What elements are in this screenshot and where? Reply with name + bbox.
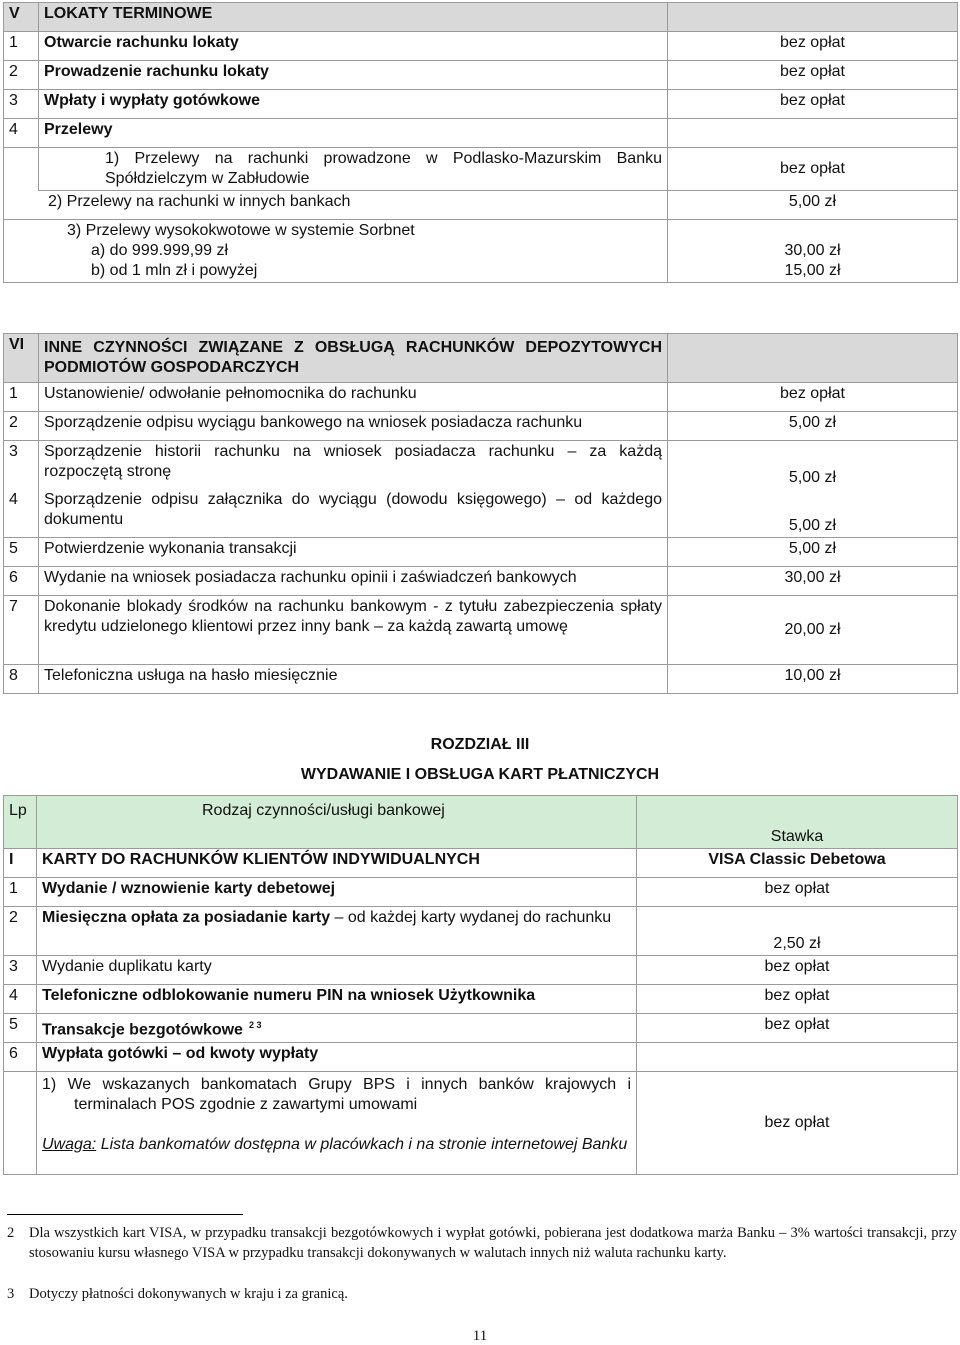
row-fee: 5,00 zł: [668, 412, 958, 441]
row-fee: 5,00 zł: [668, 441, 958, 490]
table-row: [4, 148, 958, 191]
cards-table: [3, 795, 958, 1175]
section-number: V: [4, 3, 39, 32]
row-number: 4: [4, 985, 37, 1014]
row-number: 1: [4, 383, 39, 412]
row-label: [37, 1072, 637, 1175]
section-number: VI: [4, 334, 39, 383]
row-label: Sporządzenie odpisu wyciągu bankowego na wniosek posiadacza rachunku: [39, 412, 668, 441]
row-number: 2: [4, 907, 37, 956]
table-row: [4, 567, 958, 596]
row-fee: bez opłat: [637, 1014, 958, 1043]
row-label: Dokonanie blokady środków na rachunku bankowym - z tytułu zabezpieczenia spłaty kredytu udzielonego klientowi przez inny bank – za każdą zawartą umowę: [39, 596, 668, 665]
table-row: [4, 90, 958, 119]
table-row: [4, 412, 958, 441]
header-lp: Lp: [4, 796, 37, 849]
row-number: 4: [4, 489, 39, 538]
row-number: 2: [4, 412, 39, 441]
row-fee: bez opłat: [637, 985, 958, 1014]
note: Uwaga: Lista bankomatów dostępna w placówkach i na stronie internetowej Banku: [42, 1136, 628, 1153]
chapter-title: ROZDZIAŁ III: [430, 736, 530, 753]
row-number: 4: [4, 119, 39, 148]
row-label: Wydanie duplikatu karty: [37, 956, 637, 985]
section-header: [4, 3, 958, 32]
row-label: Wydanie / wznowienie karty debetowej: [37, 878, 637, 907]
table-row: [4, 1043, 958, 1072]
header-type: Rodzaj czynności/usługi bankowej: [37, 796, 637, 849]
row-label: Telefoniczna usługa na hasło miesięcznie: [39, 665, 668, 694]
sub-item-text: 1) We wskazanych bankomatach Grupy BPS i innych banków krajowych i terminalach POS zgodnie z zawartymi umowami: [42, 1076, 631, 1113]
row-label: Wypłata gotówki – od kwoty wypłaty: [37, 1043, 637, 1072]
section-title: LOKATY TERMINOWE: [39, 3, 668, 32]
row-number: 3: [4, 90, 39, 119]
table-row: [4, 985, 958, 1014]
row-label: Ustanowienie/ odwołanie pełnomocnika do rachunku: [39, 383, 668, 412]
section-header: [4, 334, 958, 383]
row-fee: bez opłat: [637, 878, 958, 907]
row-fee: [637, 1043, 958, 1072]
row-label: Miesięczna opłata za posiadanie karty – od każdej karty wydanej do rachunku: [37, 907, 637, 956]
section-number: I: [4, 849, 37, 878]
table-row: [4, 32, 958, 61]
section-header: [4, 849, 958, 878]
row-label: Transakcje bezgotówkowe $^{2 3}$: [37, 1014, 637, 1043]
row-fee: bez opłat: [668, 90, 958, 119]
row-fee: 10,00 zł: [668, 665, 958, 694]
footnote-ref: 2 3: [248, 1020, 262, 1030]
row-number: 5: [4, 1014, 37, 1043]
table-row: [4, 538, 958, 567]
row-label: 1) Przelewy na rachunki prowadzone w Podlasko-Mazurskim Banku Spółdzielczym w Zabłudowie: [39, 148, 668, 191]
row-fee: [668, 119, 958, 148]
row-fee: 30,00 zł 15,00 zł: [668, 220, 958, 283]
page-number: 11: [472, 1328, 488, 1344]
row-fee: 5,00 zł: [668, 191, 958, 220]
row-fee: 5,00 zł: [668, 489, 958, 538]
table-row: [4, 220, 958, 283]
row-label: Sporządzenie historii rachunku na wniosek posiadacza rachunku – za każdą rozpoczętą stronę: [39, 441, 668, 490]
section-title: INNE CZYNNOŚCI ZWIĄZANE Z OBSŁUGĄ RACHUNKÓW DEPOZYTOWYCH PODMIOTÓW GOSPODARCZYCH: [39, 334, 668, 383]
row-label: Otwarcie rachunku lokaty: [39, 32, 668, 61]
row-fee: 20,00 zł: [668, 596, 958, 665]
table-row: [4, 596, 958, 665]
row-number: 1: [4, 32, 39, 61]
row-label: Sporządzenie odpisu załącznika do wyciągu (dowodu księgowego) – od każdego dokumentu: [39, 489, 668, 538]
section-title: KARTY DO RACHUNKÓW KLIENTÓW INDYWIDUALNYCH: [37, 849, 637, 878]
row-label: Przelewy: [39, 119, 668, 148]
chapter-subtitle: WYDAWANIE I OBSŁUGA KART PŁATNICZYCH: [300, 766, 660, 783]
row-fee: bez opłat: [668, 383, 958, 412]
table-row: [4, 119, 958, 148]
row-number: 7: [4, 596, 39, 665]
row-fee: bez opłat: [668, 148, 958, 191]
table-row: [4, 956, 958, 985]
row-number: 1: [4, 878, 37, 907]
footnote: 2 Dla wszystkich kart VISA, w przypadku transakcji bezgotówkowych i wypłat gotówki, pobierana jest dodatkowa marża Banku – 3% wartości transakcji, przy stosowaniu kursu własnego VISA w przypadku transakcji dokonywanych w walutach innych niż waluta rachunku karty.: [7, 1225, 957, 1261]
table-row: [4, 489, 958, 538]
row-number: 2: [4, 61, 39, 90]
table-row: [4, 665, 958, 694]
row-fee: 2,50 zł: [637, 907, 958, 956]
row-label: 2) Przelewy na rachunki w innych bankach: [4, 191, 668, 220]
row-label: Wpłaty i wypłaty gotówkowe: [39, 90, 668, 119]
table-row: [4, 383, 958, 412]
row-label: Potwierdzenie wykonania transakcji: [39, 538, 668, 567]
row-fee: bez opłat: [637, 956, 958, 985]
section-v-table: [3, 2, 958, 283]
table-row: [4, 441, 958, 490]
row-fee: bez opłat: [637, 1072, 958, 1175]
table-header: [4, 796, 958, 849]
row-number: 8: [4, 665, 39, 694]
row-number: 6: [4, 567, 39, 596]
table-row: [4, 1072, 958, 1175]
row-fee: 5,00 zł: [668, 538, 958, 567]
row-label: 3) Przelewy wysokokwotowe w systemie Sorbnet a) do 999.999,99 zł b) od 1 mln zł i powyżej: [4, 220, 668, 283]
row-fee: bez opłat: [668, 32, 958, 61]
row-fee: bez opłat: [668, 61, 958, 90]
header-rate: Stawka: [637, 796, 958, 849]
row-number: 3: [4, 441, 39, 490]
footnote: 3 Dotyczy płatności dokonywanych w kraju i za granicą.: [7, 1286, 348, 1302]
table-row: [4, 907, 958, 956]
row-number: 5: [4, 538, 39, 567]
footnote-separator: [7, 1214, 243, 1215]
section-vi-table: [3, 333, 958, 694]
table-row: [4, 1014, 958, 1043]
row-label: Wydanie na wniosek posiadacza rachunku opinii i zaświadczeń bankowych: [39, 567, 668, 596]
row-label: Prowadzenie rachunku lokaty: [39, 61, 668, 90]
row-fee: 30,00 zł: [668, 567, 958, 596]
card-type: VISA Classic Debetowa: [637, 849, 958, 878]
row-label: Telefoniczne odblokowanie numeru PIN na wniosek Użytkownika: [37, 985, 637, 1014]
table-row: [4, 191, 958, 220]
table-row: [4, 61, 958, 90]
table-row: [4, 878, 958, 907]
row-number: 6: [4, 1043, 37, 1072]
row-number: 3: [4, 956, 37, 985]
